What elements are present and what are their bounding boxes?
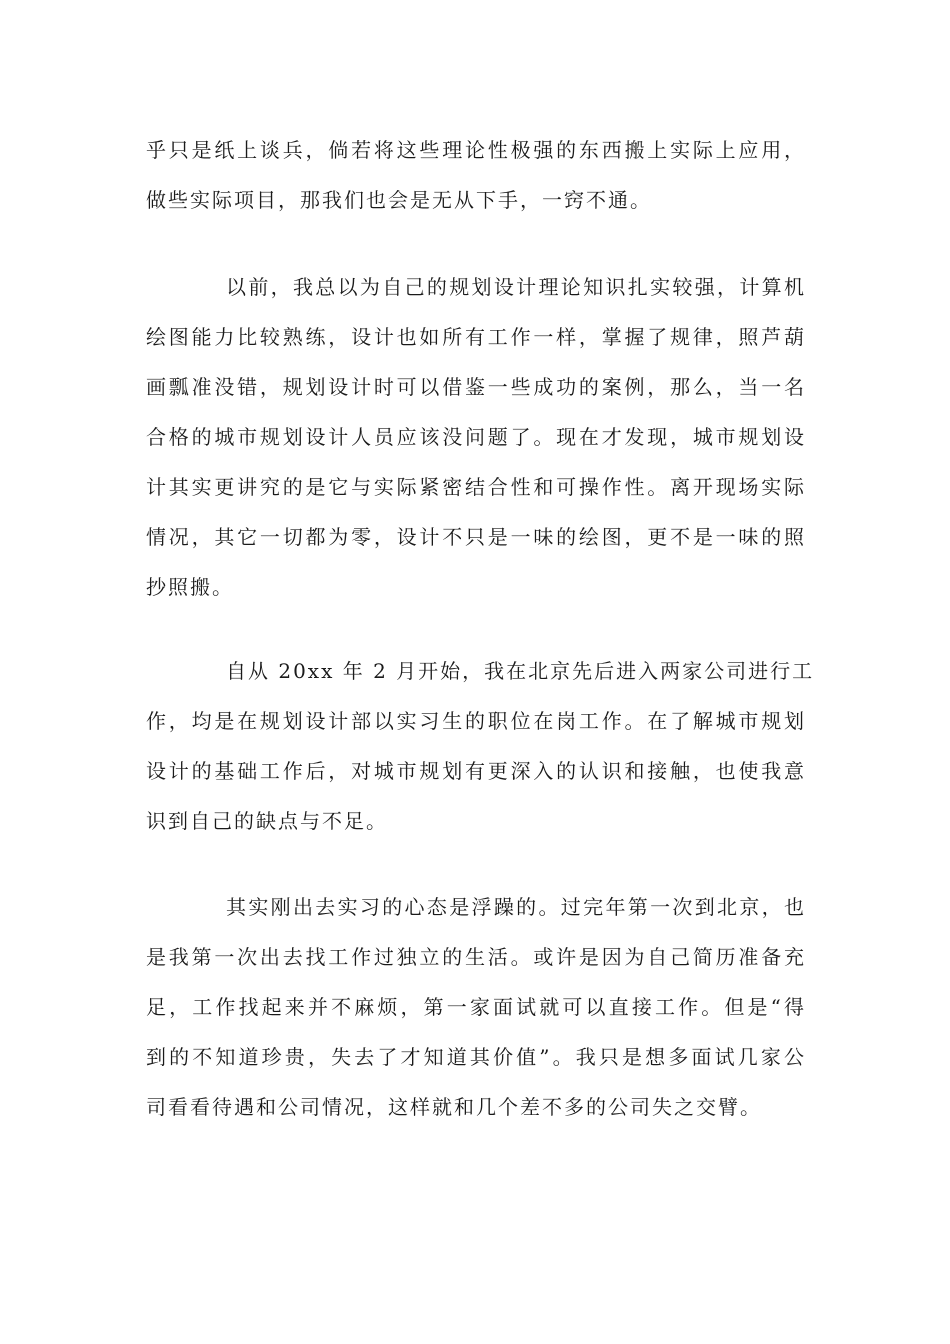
- paragraph-line: 司看看待遇和公司情况，这样就和几个差不多的公司失之交臂。: [146, 1095, 762, 1119]
- paragraph-line: 以前，我总以为自己的规划设计理论知识扎实较强，计算机: [226, 275, 806, 299]
- paragraph-line: 情况，其它一切都为零，设计不只是一味的绘图，更不是一味的照: [146, 525, 806, 549]
- paragraph-line: 其实刚出去实习的心态是浮躁的。过完年第一次到北京，也: [226, 895, 806, 919]
- paragraph-2: [146, 262, 806, 612]
- paragraph-line: 计其实更讲究的是它与实际紧密结合性和可操作性。离开现场实际: [146, 475, 806, 499]
- paragraph-line: 设计的基础工作后，对城市规划有更深入的认识和接触，也使我意: [146, 759, 806, 783]
- paragraph-4: [146, 882, 806, 1132]
- paragraph-line: 抄照搬。: [146, 575, 234, 599]
- paragraph-line: 绘图能力比较熟练，设计也如所有工作一样，掌握了规律，照芦葫: [146, 325, 806, 349]
- paragraph-3: [146, 646, 815, 846]
- paragraph-line: 到的不知道珍贵，失去了才知道其价值”。我只是想多面试几家公: [146, 1045, 806, 1069]
- paragraph-line: 足，工作找起来并不麻烦，第一家面试就可以直接工作。但是“得: [146, 995, 806, 1019]
- paragraph-line: 作，均是在规划设计部以实习生的职位在岗工作。在了解城市规划: [146, 709, 806, 733]
- paragraph-line: 是我第一次出去找工作过独立的生活。或许是因为自己简历准备充: [146, 945, 806, 969]
- paragraph-line: 乎只是纸上谈兵，倘若将这些理论性极强的东西搬上实际上应用，: [146, 138, 806, 162]
- paragraph-line: 合格的城市规划设计人员应该没问题了。现在才发现，城市规划设: [146, 425, 806, 449]
- paragraph-line: 画瓢准没错，规划设计时可以借鉴一些成功的案例，那么，当一名: [146, 375, 806, 399]
- paragraph-line: 做些实际项目，那我们也会是无从下手，一窍不通。: [146, 188, 652, 212]
- paragraph-line: 识到自己的缺点与不足。: [146, 809, 388, 833]
- paragraph-1: [146, 125, 806, 225]
- paragraph-line: 自从 20xx 年 2 月开始，我在北京先后进入两家公司进行工: [226, 659, 815, 683]
